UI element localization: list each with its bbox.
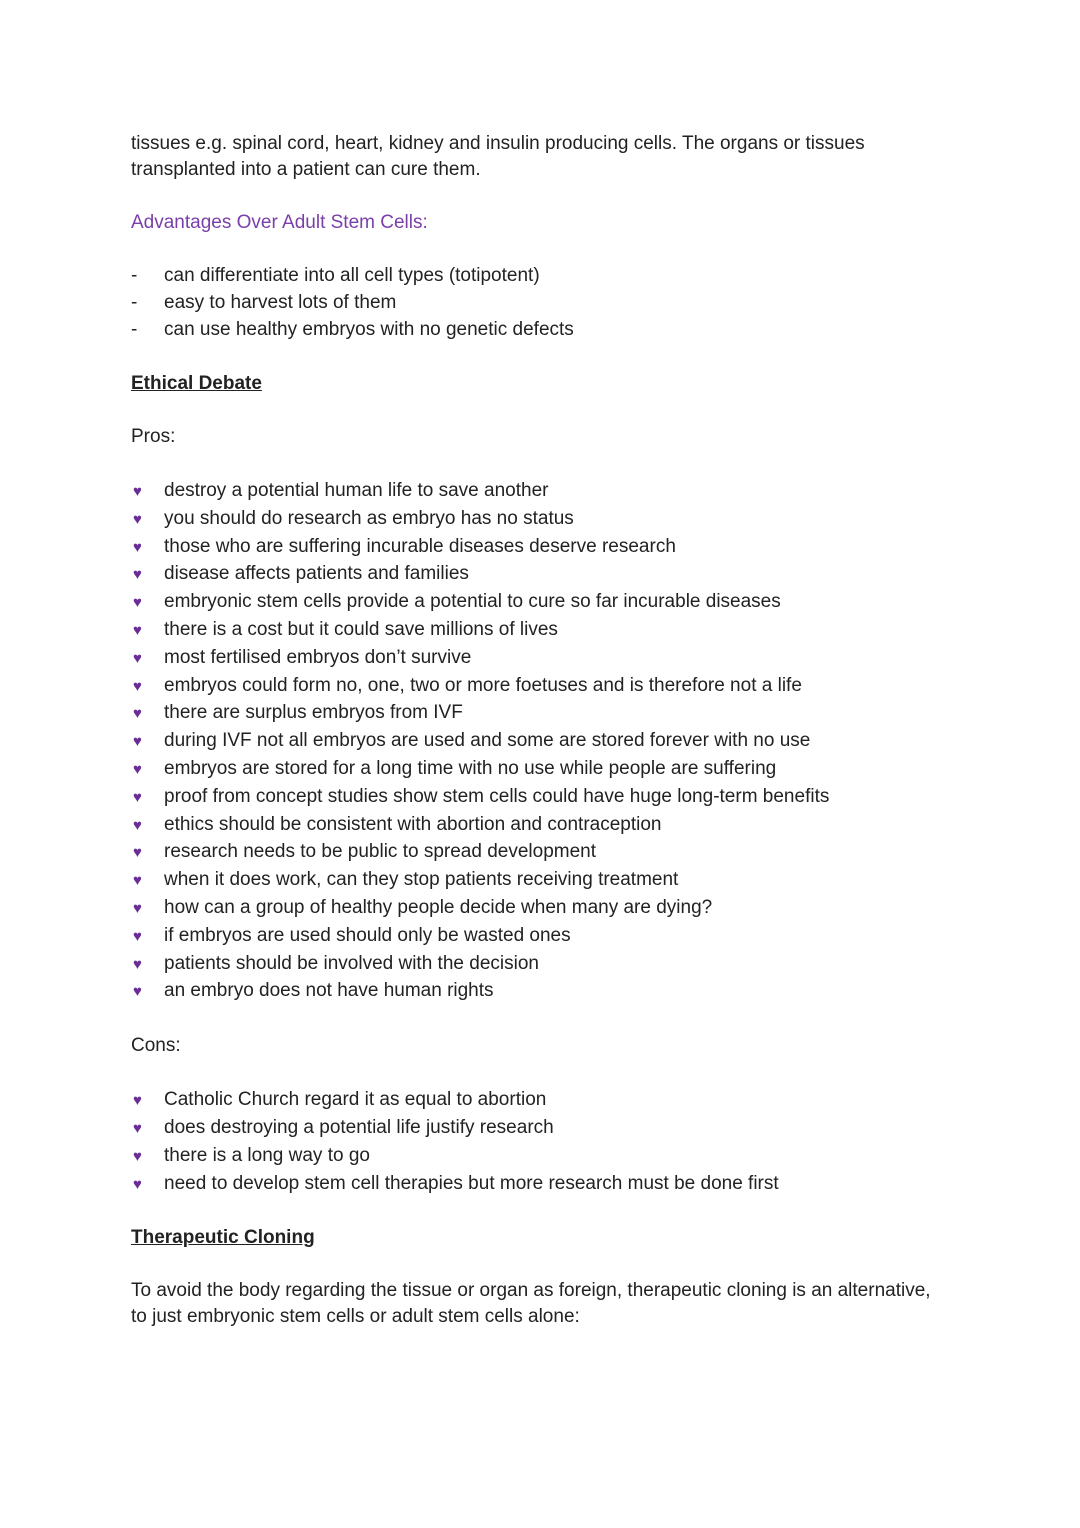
heart-bullet-icon: ♥	[133, 1147, 142, 1165]
list-item	[131, 839, 931, 867]
pros-label: Pros:	[131, 426, 176, 447]
list-item-text: destroy a potential human life to save another	[164, 480, 549, 501]
list-item-text: during IVF not all embryos are used and some are stored forever with no use	[164, 730, 811, 752]
dash-marker: -	[131, 265, 138, 286]
list-item-text: can use healthy embryos with no genetic defects	[164, 319, 574, 340]
list-item-text: there is a cost but it could save millions of lives	[164, 618, 558, 640]
list-item-text: proof from concept studies show stem cells could have huge long-term benefits	[164, 785, 830, 807]
heart-bullet-icon: ♥	[133, 483, 142, 500]
list-item	[131, 1115, 931, 1143]
heart-bullet-icon: ♥	[133, 816, 142, 834]
heart-bullet-icon: ♥	[133, 844, 142, 862]
list-item-text: embryos could form no, one, two or more foetuses and is therefore not a life	[164, 674, 802, 696]
list-item-text: most fertilised embryos don’t survive	[164, 646, 472, 668]
list-item-text: when it does work, can they stop patients receiving treatment	[164, 869, 679, 891]
list-item-text: can differentiate into all cell types (totipotent)	[164, 265, 540, 286]
cons-label: Cons:	[131, 1035, 181, 1057]
list-item	[131, 617, 931, 645]
list-item	[131, 478, 931, 506]
heart-bullet-icon: ♥	[133, 733, 142, 751]
therapeutic-cloning-heading: Therapeutic Cloning	[131, 1227, 315, 1249]
cons-list	[131, 1087, 931, 1198]
heart-bullet-icon: ♥	[133, 983, 142, 1001]
list-item-text: easy to harvest lots of them	[164, 292, 397, 313]
advantages-heading: Advantages Over Adult Stem Cells:	[131, 212, 428, 233]
document-page	[131, 131, 931, 1330]
heart-bullet-icon: ♥	[133, 1119, 142, 1137]
list-item	[131, 812, 931, 840]
list-item	[131, 895, 931, 923]
list-item	[131, 561, 931, 589]
list-item	[131, 589, 931, 617]
dash-marker: -	[131, 319, 138, 340]
list-item-text: how can a group of healthy people decide when many are dying?	[164, 896, 713, 918]
ethical-debate-heading: Ethical Debate	[131, 373, 262, 394]
heart-bullet-icon: ♥	[133, 927, 142, 945]
heart-bullet-icon: ♥	[133, 705, 142, 723]
list-item	[131, 673, 931, 701]
list-item-text: if embryos are used should only be wasted ones	[164, 924, 571, 946]
list-item	[131, 1143, 931, 1171]
heart-bullet-icon: ♥	[133, 538, 142, 556]
list-item-text: ethics should be consistent with abortion and contraception	[164, 813, 662, 835]
heart-bullet-icon: ♥	[133, 677, 142, 695]
therapeutic-cloning-paragraph: To avoid the body regarding the tissue or organ as foreign, therapeutic cloning is an alternative, to just embryonic stem cells or adult stem cells alone:	[131, 1280, 931, 1328]
heart-bullet-icon: ♥	[133, 1175, 142, 1193]
list-item-text: embryonic stem cells provide a potential to cure so far incurable diseases	[164, 591, 781, 613]
heart-bullet-icon: ♥	[133, 594, 142, 612]
list-item-text: those who are suffering incurable diseases deserve research	[164, 535, 676, 557]
list-item	[131, 506, 931, 534]
heart-bullet-icon: ♥	[133, 1092, 142, 1110]
intro-paragraph: tissues e.g. spinal cord, heart, kidney and insulin producing cells. The organs or tissues transplanted into a patient can cure them.	[131, 133, 865, 180]
list-item-text: patients should be involved with the decision	[164, 952, 539, 974]
list-item	[131, 317, 931, 344]
list-item-text: you should do research as embryo has no status	[164, 507, 574, 529]
list-item	[131, 951, 931, 979]
heart-bullet-icon: ♥	[133, 510, 142, 528]
list-item	[131, 534, 931, 562]
list-item	[131, 867, 931, 895]
heart-bullet-icon: ♥	[133, 788, 142, 806]
heart-bullet-icon: ♥	[133, 955, 142, 973]
list-item	[131, 784, 931, 812]
list-item-text: there are surplus embryos from IVF	[164, 702, 463, 724]
heart-bullet-icon: ♥	[133, 899, 142, 917]
list-item	[131, 1087, 931, 1115]
list-item-text: embryos are stored for a long time with no use while people are suffering	[164, 757, 777, 779]
heart-bullet-icon: ♥	[133, 649, 142, 667]
list-item-text: Catholic Church regard it as equal to abortion	[164, 1089, 547, 1111]
heart-bullet-icon: ♥	[133, 760, 142, 778]
heart-bullet-icon: ♥	[133, 621, 142, 639]
heart-bullet-icon: ♥	[133, 566, 142, 584]
list-item-text: there is a long way to go	[164, 1144, 370, 1166]
pros-list	[131, 478, 931, 1006]
heart-bullet-icon: ♥	[133, 872, 142, 890]
list-item	[131, 263, 931, 290]
list-item	[131, 923, 931, 951]
advantages-list	[131, 263, 931, 344]
list-item-text: need to develop stem cell therapies but more research must be done first	[164, 1172, 779, 1194]
list-item	[131, 700, 931, 728]
list-item	[131, 756, 931, 784]
list-item	[131, 290, 931, 317]
list-item-text: disease affects patients and families	[164, 563, 469, 585]
list-item	[131, 978, 931, 1006]
list-item-text: an embryo does not have human rights	[164, 980, 494, 1002]
list-item	[131, 645, 931, 673]
list-item	[131, 1171, 931, 1199]
list-item	[131, 728, 931, 756]
dash-marker: -	[131, 292, 138, 313]
list-item-text: does destroying a potential life justify research	[164, 1116, 554, 1138]
list-item-text: research needs to be public to spread development	[164, 841, 596, 863]
